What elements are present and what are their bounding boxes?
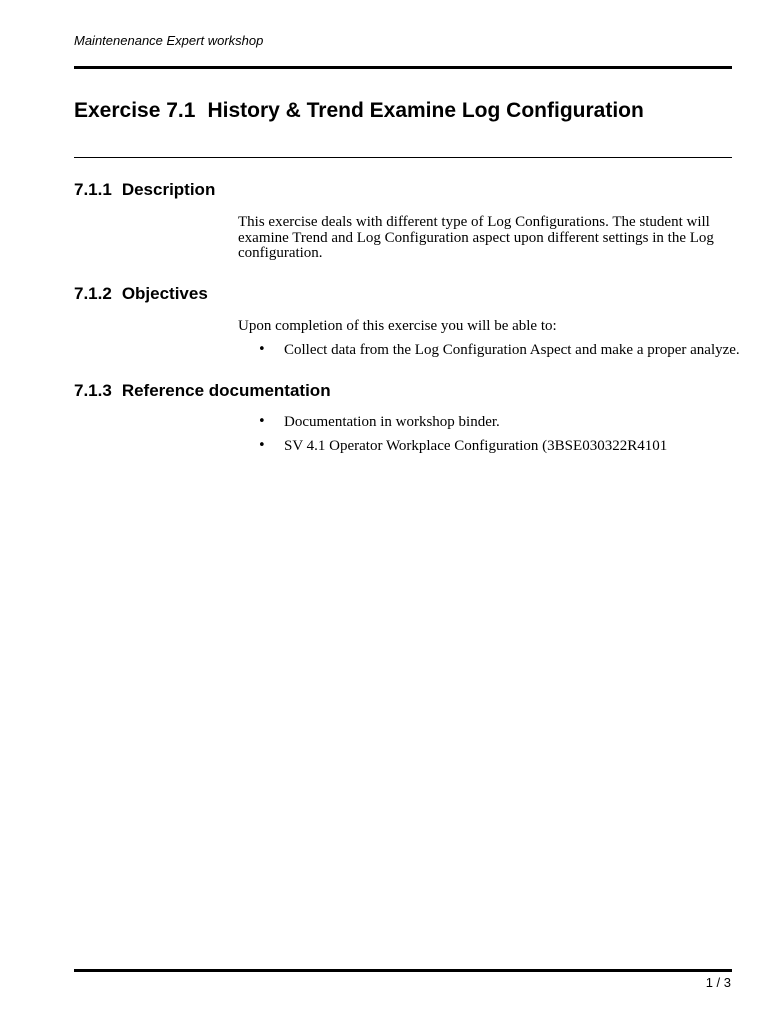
reference-heading: [74, 380, 331, 401]
section-title: Description: [121, 180, 216, 199]
reference-list: [258, 413, 728, 461]
objectives-intro: Upon completion of this exercise you will be able to:: [238, 318, 557, 334]
exercise-title: [74, 98, 644, 124]
list-item-text: SV 4.1 Operator Workplace Configuration (3BSE030322R4101: [284, 438, 668, 454]
footer-rule: [74, 969, 732, 972]
exercise-number: Exercise 7.1: [74, 99, 196, 122]
section-title: Objectives: [121, 284, 208, 303]
section-title: Reference documentation: [121, 381, 331, 400]
section-number: 7.1.2: [74, 284, 112, 303]
section-number: 7.1.1: [74, 180, 112, 199]
list-item: [258, 437, 728, 455]
exercise-title-text: History & Trend Examine Log Configuration: [207, 99, 644, 122]
list-item: [258, 341, 740, 359]
section-number: 7.1.3: [74, 381, 112, 400]
description-paragraph: This exercise deals with different type of Log Configurations. The student will examine Trend and Log Configuration aspect upon different settings in the Log configuration.: [238, 214, 714, 261]
description-heading: [74, 179, 215, 200]
objectives-heading: [74, 283, 208, 304]
title-rule: [74, 157, 732, 158]
header-rule: [74, 66, 732, 69]
bullet-icon: •: [258, 414, 266, 429]
list-item: [258, 413, 728, 431]
running-header: Maintenenance Expert workshop: [74, 33, 264, 48]
page-number: 1 / 3: [705, 975, 731, 990]
objectives-list: [258, 341, 740, 365]
bullet-icon: •: [258, 342, 266, 357]
list-item-text: Documentation in workshop binder.: [284, 414, 500, 430]
list-item-text: Collect data from the Log Configuration Aspect and make a proper analyze.: [284, 342, 740, 358]
bullet-icon: •: [258, 438, 266, 453]
